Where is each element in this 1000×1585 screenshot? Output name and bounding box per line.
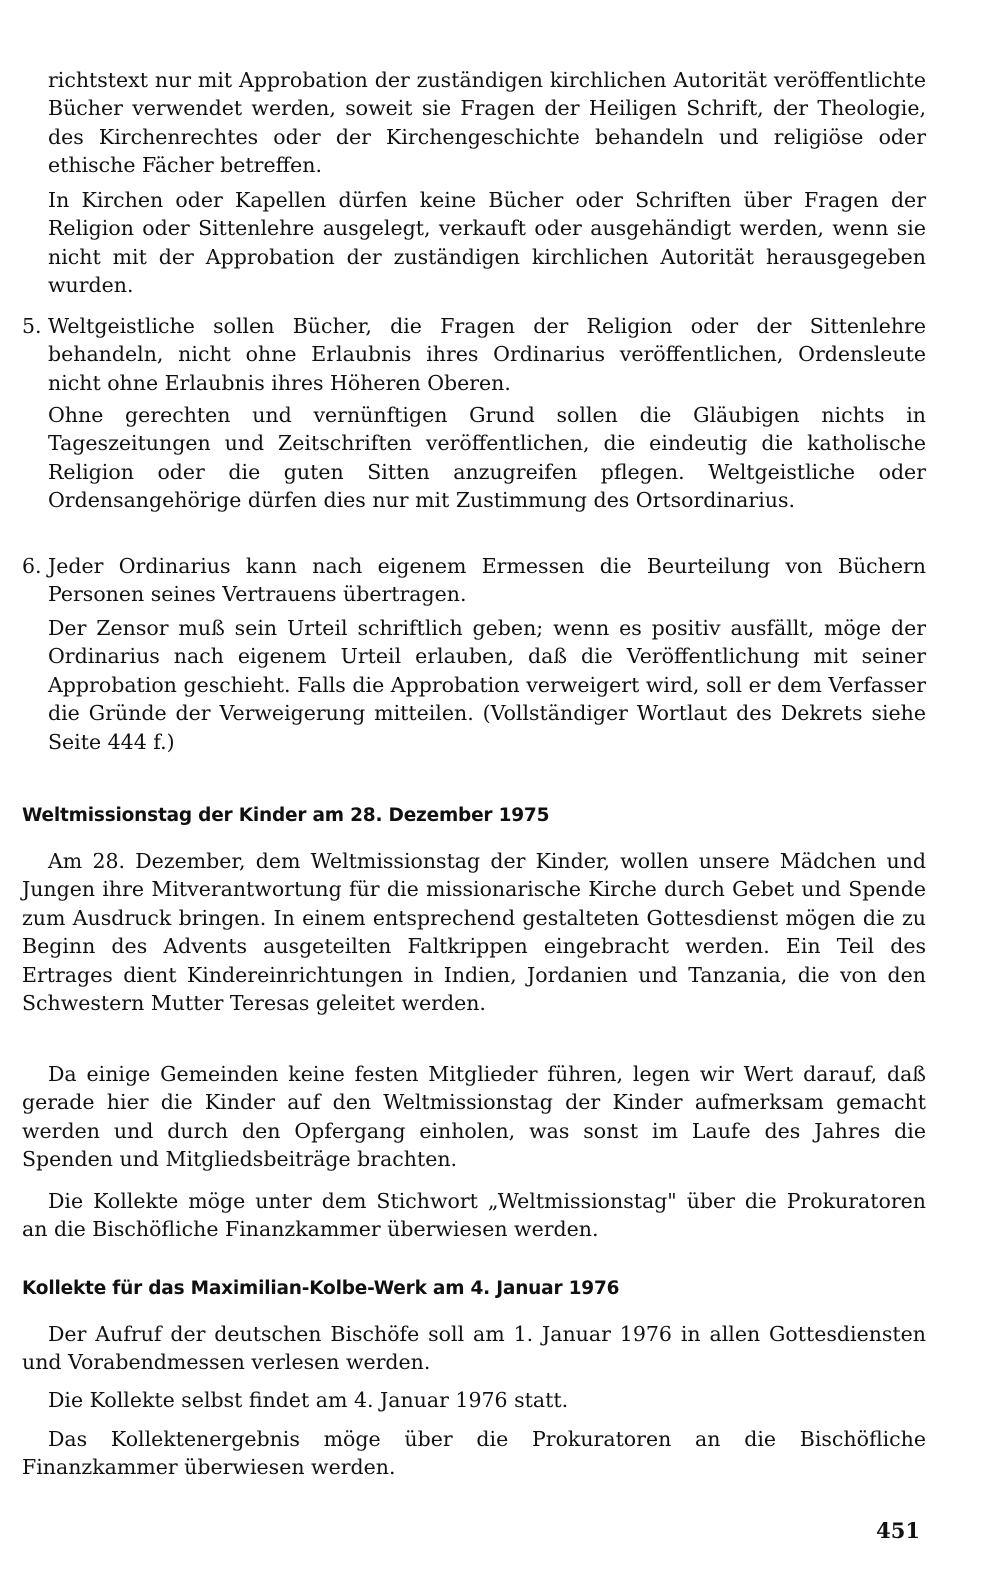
paragraph-weltmissionstag-3: Die Kollekte möge unter dem Stichwort „Weltmissionstag" über die Prokuratoren an die Bischöfliche Finanzkammer überwiesen werden. <box>22 1189 926 1242</box>
list-item-6-number: 6. <box>22 554 42 578</box>
list-item-6 <box>22 552 926 609</box>
list-item-5-text: Weltgeistliche sollen Bücher, die Fragen der Religion oder der Sittenlehre behandeln, nicht ohne Erlaubnis ihres Ordinarius veröffentlichen, Ordensleute nicht ohne Erlaubnis ihres Höheren Oberen. <box>48 314 926 395</box>
section-heading-weltmissionstag: Weltmissionstag der Kinder am 28. Dezember 1975 <box>22 805 550 826</box>
paragraph-weltmissionstag-1: Am 28. Dezember, dem Weltmissionstag der Kinder, wollen unsere Mädchen und Jungen ihre Mitverantwortung für die missionarische Kirche durch Gebet und Spende zum Ausdruck bringen. In einem entsprechend gestalteten Gottesdienst mögen die zu Beginn des Advents ausgeteilten Faltkrippen eingebracht werden. Ein Teil des Ertrages dient Kindereinrichtungen in Indien, Jordanien und Tanzania, die von den Schwestern Mutter Teresas geleitet werden. <box>22 849 926 1016</box>
list-item-5-number: 5. <box>22 314 42 338</box>
paragraph-newspapers: Ohne gerechten und vernünftigen Grund sollen die Gläubigen nichts in Tageszeitungen und Zeitschriften veröffentlichen, die eindeutig die katholische Religion oder die guten Sitten anzugreifen pflegen. Weltgeistliche oder Ordensangehörige dürfen dies nur mit Zustimmung des Ortsordinarius. <box>48 403 926 513</box>
paragraph-approbation-school-books: richtstext nur mit Approbation der zuständigen kirchlichen Autorität veröffentlichte Bücher verwendet werden, soweit sie Fragen der Heiligen Schrift, der Theologie, des Kirchenrechtes oder der Kirchengeschichte behandeln und religiöse oder ethische Fächer betreffen. <box>48 68 926 178</box>
paragraph-kolbe-3: Das Kollektenergebnis möge über die Prokuratoren an die Bischöfliche Finanzkammer überwiesen werden. <box>22 1427 926 1480</box>
paragraph-censor: Der Zensor muß sein Urteil schriftlich geben; wenn es positiv ausfällt, möge der Ordinarius nach eigenem Urteil erlauben, daß die Veröffentlichung mit seiner Approbation geschieht. Falls die Approbation verweigert wird, soll er dem Verfasser die Gründe der Verweigerung mitteilen. (Vollständiger Wortlaut des Dekrets siehe Seite 444 f.) <box>48 616 926 754</box>
paragraph-weltmissionstag-2: Da einige Gemeinden keine festen Mitglieder führen, legen wir Wert darauf, daß gerade hier die Kinder auf den Weltmissionstag der Kinder aufmerksam gemacht werden und durch den Opfergang einholen, was sonst im Laufe des Jahres die Spenden und Mitgliedsbeiträge brachten. <box>22 1062 926 1172</box>
paragraph-kolbe-2: Die Kollekte selbst findet am 4. Januar 1976 statt. <box>48 1388 569 1412</box>
list-item-5 <box>22 312 926 397</box>
page-number: 451 <box>876 1518 920 1543</box>
section-heading-kolbe-werk: Kollekte für das Maximilian-Kolbe-Werk am 4. Januar 1976 <box>22 1278 620 1299</box>
paragraph-churches-chapels: In Kirchen oder Kapellen dürfen keine Bücher oder Schriften über Fragen der Religion oder Sittenlehre ausgelegt, verkauft oder ausgehändigt werden, wenn sie nicht mit der Approbation der zuständigen kirchlichen Autorität herausgegeben wurden. <box>48 188 926 298</box>
paragraph-kolbe-1: Der Aufruf der deutschen Bischöfe soll am 1. Januar 1976 in allen Gottesdiensten und Vorabendmessen verlesen werden. <box>22 1322 926 1375</box>
list-item-6-text: Jeder Ordinarius kann nach eigenem Ermessen die Beurteilung von Büchern Personen seines Vertrauens übertragen. <box>48 554 926 607</box>
